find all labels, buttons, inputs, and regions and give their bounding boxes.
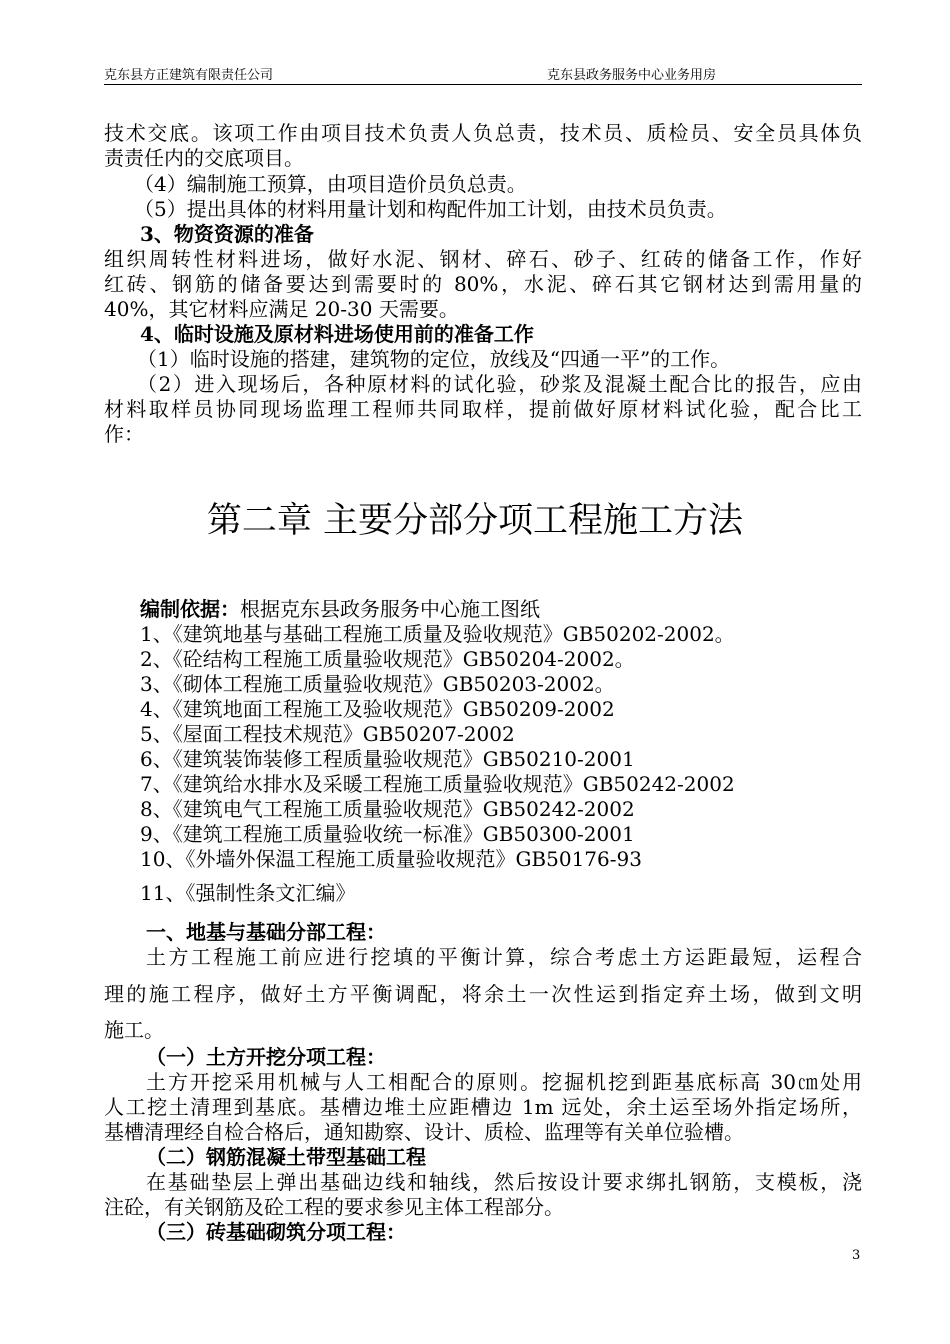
subsection-heading: （一）土方开挖分项工程： bbox=[146, 1045, 386, 1069]
paragraph-line: （2）进入现场后，各种原材料的试化验，砂浆及混凝土配合比的报告，应由 bbox=[137, 372, 862, 396]
paragraph-line: 人工挖土清理到基底。基槽边堆土应距槽边 1m 远处，余土运至场外指定场所， bbox=[104, 1095, 862, 1119]
list-item: 11、《强制性条文汇编》 bbox=[140, 881, 356, 905]
paragraph-line: 施工。 bbox=[104, 1018, 164, 1042]
paragraph-line: 基槽清理经自检合格后，通知勘察、设计、质检、监理等有关单位验槽。 bbox=[104, 1120, 744, 1144]
list-item: （5）提出具体的材料用量计划和构配件加工计划，由技术员负责。 bbox=[134, 197, 727, 221]
paragraph-line: 材料取样员协同现场监理工程师共同取样，提前做好原材料试化验，配合比工 bbox=[104, 397, 862, 421]
paragraph-line: 在基础垫层上弹出基础边线和轴线，然后按设计要求绑扎钢筋，支模板，浇 bbox=[146, 1170, 862, 1194]
list-item: 2、《砼结构工程施工质量验收规范》GB50204-2002。 bbox=[140, 647, 635, 671]
paragraph-line: 注砼，有关钢筋及砼工程的要求参见主体工程部分。 bbox=[104, 1195, 564, 1219]
subsection-heading: （二）钢筋混凝土带型基础工程 bbox=[146, 1145, 426, 1169]
list-item: 1、《建筑地基与基础工程施工质量及验收规范》GB50202-2002。 bbox=[140, 622, 735, 646]
header-company: 克东县方正建筑有限责任公司 bbox=[104, 68, 274, 83]
list-item: 6、《建筑装饰装修工程质量验收规范》GB50210-2001 bbox=[140, 747, 635, 771]
chapter-title: 第二章 主要分部分项工程施工方法 bbox=[206, 501, 744, 541]
paragraph-line: 作： bbox=[104, 422, 144, 446]
paragraph-line: 40%，其它材料应满足 20-30 天需要。 bbox=[104, 297, 459, 321]
section-heading: 4、临时设施及原材料进场使用前的准备工作 bbox=[140, 322, 534, 346]
list-item: （4）编制施工预算，由项目造价员负总责。 bbox=[134, 172, 527, 196]
section-heading: 一、地基与基础分部工程： bbox=[146, 920, 386, 944]
list-item: 5、《屋面工程技术规范》GB50207-2002 bbox=[140, 722, 515, 746]
paragraph-line: 责责任内的交底项目。 bbox=[104, 146, 304, 170]
list-item: （1）临时设施的搭建，建筑物的定位，放线及“四通一平”的工作。 bbox=[137, 347, 731, 371]
basis-label: 编制依据： bbox=[140, 597, 240, 621]
paragraph-line: 红砖、钢筋的储备要达到需要时的 80%，水泥、碎石其它钢材达到需用量的 bbox=[104, 272, 862, 296]
section-heading: 3、物资资源的准备 bbox=[140, 222, 314, 246]
paragraph-line: 组织周转性材料进场，做好水泥、钢材、碎石、砂子、红砖的储备工作，作好 bbox=[104, 247, 862, 271]
page-header bbox=[104, 64, 862, 85]
page-number: 3 bbox=[852, 1248, 861, 1263]
basis-line bbox=[140, 597, 540, 621]
list-item: 8、《建筑电气工程施工质量验收规范》GB50242-2002 bbox=[140, 797, 635, 821]
paragraph-line: 理的施工程序，做好土方平衡调配，将余土一次性运到指定弃土场，做到文明 bbox=[104, 982, 862, 1006]
list-item: 9、《建筑工程施工质量验收统一标准》GB50300-2001 bbox=[140, 822, 635, 846]
subsection-heading: （三）砖基础砌筑分项工程： bbox=[146, 1220, 406, 1244]
list-item: 4、《建筑地面工程施工及验收规范》GB50209-2002 bbox=[140, 697, 615, 721]
paragraph-line: 土方开挖采用机械与人工相配合的原则。挖掘机挖到距基底标高 30㎝处用 bbox=[146, 1070, 862, 1094]
paragraph-line: 技术交底。该项工作由项目技术负责人负总责，技术员、质检员、安全员具体负 bbox=[104, 121, 862, 145]
list-item: 7、《建筑给水排水及采暖工程施工质量验收规范》GB50242-2002 bbox=[140, 772, 735, 796]
paragraph-line: 土方工程施工前应进行挖填的平衡计算，综合考虑土方运距最短，运程合 bbox=[146, 945, 862, 969]
basis-text: 根据克东县政务服务中心施工图纸 bbox=[240, 597, 540, 621]
list-item: 3、《砌体工程施工质量验收规范》GB50203-2002。 bbox=[140, 672, 615, 696]
list-item: 10、《外墙外保温工程施工质量验收规范》GB50176-93 bbox=[140, 847, 642, 871]
header-project: 克东县政务服务中心业务用房 bbox=[547, 68, 717, 83]
